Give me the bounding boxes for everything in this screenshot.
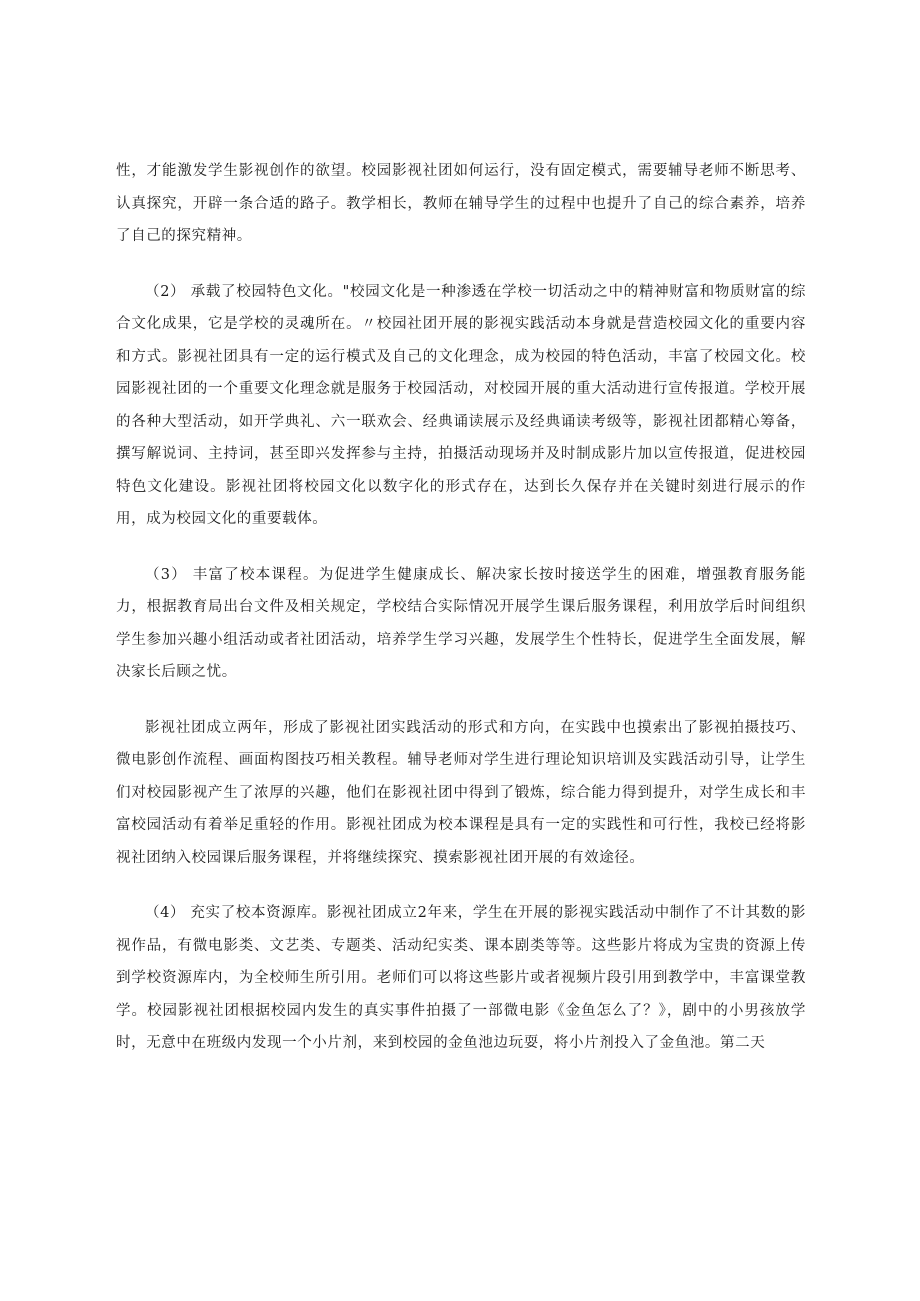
paragraph-club-summary: 影视社团成立两年，形成了影视社团实践活动的形式和方向，在实践中也摸索出了影视拍摄技巧、微电影创作流程、画面构图技巧相关教程。辅导老师对学生进行理论知识培训及实践活动引导，让学生们对校园影视产生了浓厚的兴趣，他们在影视社团中得到了锻炼，综合能力得到提升，对学生成长和丰富校园活动有着举足重轻的作用。影视社团成为校本课程是具有一定的实践性和可行性，我校已经将影视社团纳入校园课后服务课程，并将继续探究、摸索影视社团开展的有效途径。 (116, 719, 806, 866)
paragraph-campus-culture: （2） 承载了校园特色文化。"校园文化是一种渗透在学校一切活动之中的精神财富和物质财富的综合文化成果，它是学校的灵魂所在。〃校园社团开展的影视实践活动本身就是营造校园文化的重要内容和方式。影视社团具有一定的运行模式及自己的文化理念，成为校园的特色活动，丰富了校园文化。校园影视社团的一个重要文化理念就是服务于校园活动，对校园开展的重大活动进行宣传报道。学校开展的各种大型活动，如开学典礼、六一联欢会、经典诵读展示及经典诵读考级等，影视社团都精心筹备，撰写解说词、主持词，甚至即兴发挥参与主持，拍摄活动现场并及时制成影片加以宣传报道，促进校园特色文化建设。影视社团将校园文化以数字化的形式存在，达到长久保存并在关键时刻进行展示的作用，成为校园文化的重要载体。 (116, 283, 806, 527)
paragraph-continuation: 性，才能激发学生影视创作的欲望。校园影视社团如何运行，没有固定模式，需要辅导老师不断思考、认真探究，开辟一条合适的路子。教学相长，教师在辅导学生的过程中也提升了自己的综合素养，培养了自己的探究精神。 (116, 163, 806, 244)
document-page (116, 155, 806, 1060)
paragraph-resource-library: （4） 充实了校本资源库。影视社团成立2年来，学生在开展的影视实践活动中制作了不计其数的影视作品，有微电影类、文艺类、专题类、活动纪实类、课本剧类等等。这些影片将成为宝贵的资源上传到学校资源库内，为全校师生所引用。老师们可以将这些影片或者视频片段引用到教学中，丰富课堂教学。校园影视社团根据校园内发生的真实事件拍摄了一部微电影《金鱼怎么了？》，剧中的小男孩放学时，无意中在班级内发现一个小片剂，来到校园的金鱼池边玩耍，将小片剂投入了金鱼池。第二天 (116, 905, 806, 1051)
paragraph-school-curriculum: （3） 丰富了校本课程。为促进学生健康成长、解决家长按时接送学生的困难，增强教育服务能力，根据教育局出台文件及相关规定，学校结合实际情况开展学生课后服务课程，利用放学后时间组织学生参加兴趣小组活动或者社团活动，培养学生学习兴趣，发展学生个性特长，促进学生全面发展，解决家长后顾之忧。 (116, 566, 806, 680)
